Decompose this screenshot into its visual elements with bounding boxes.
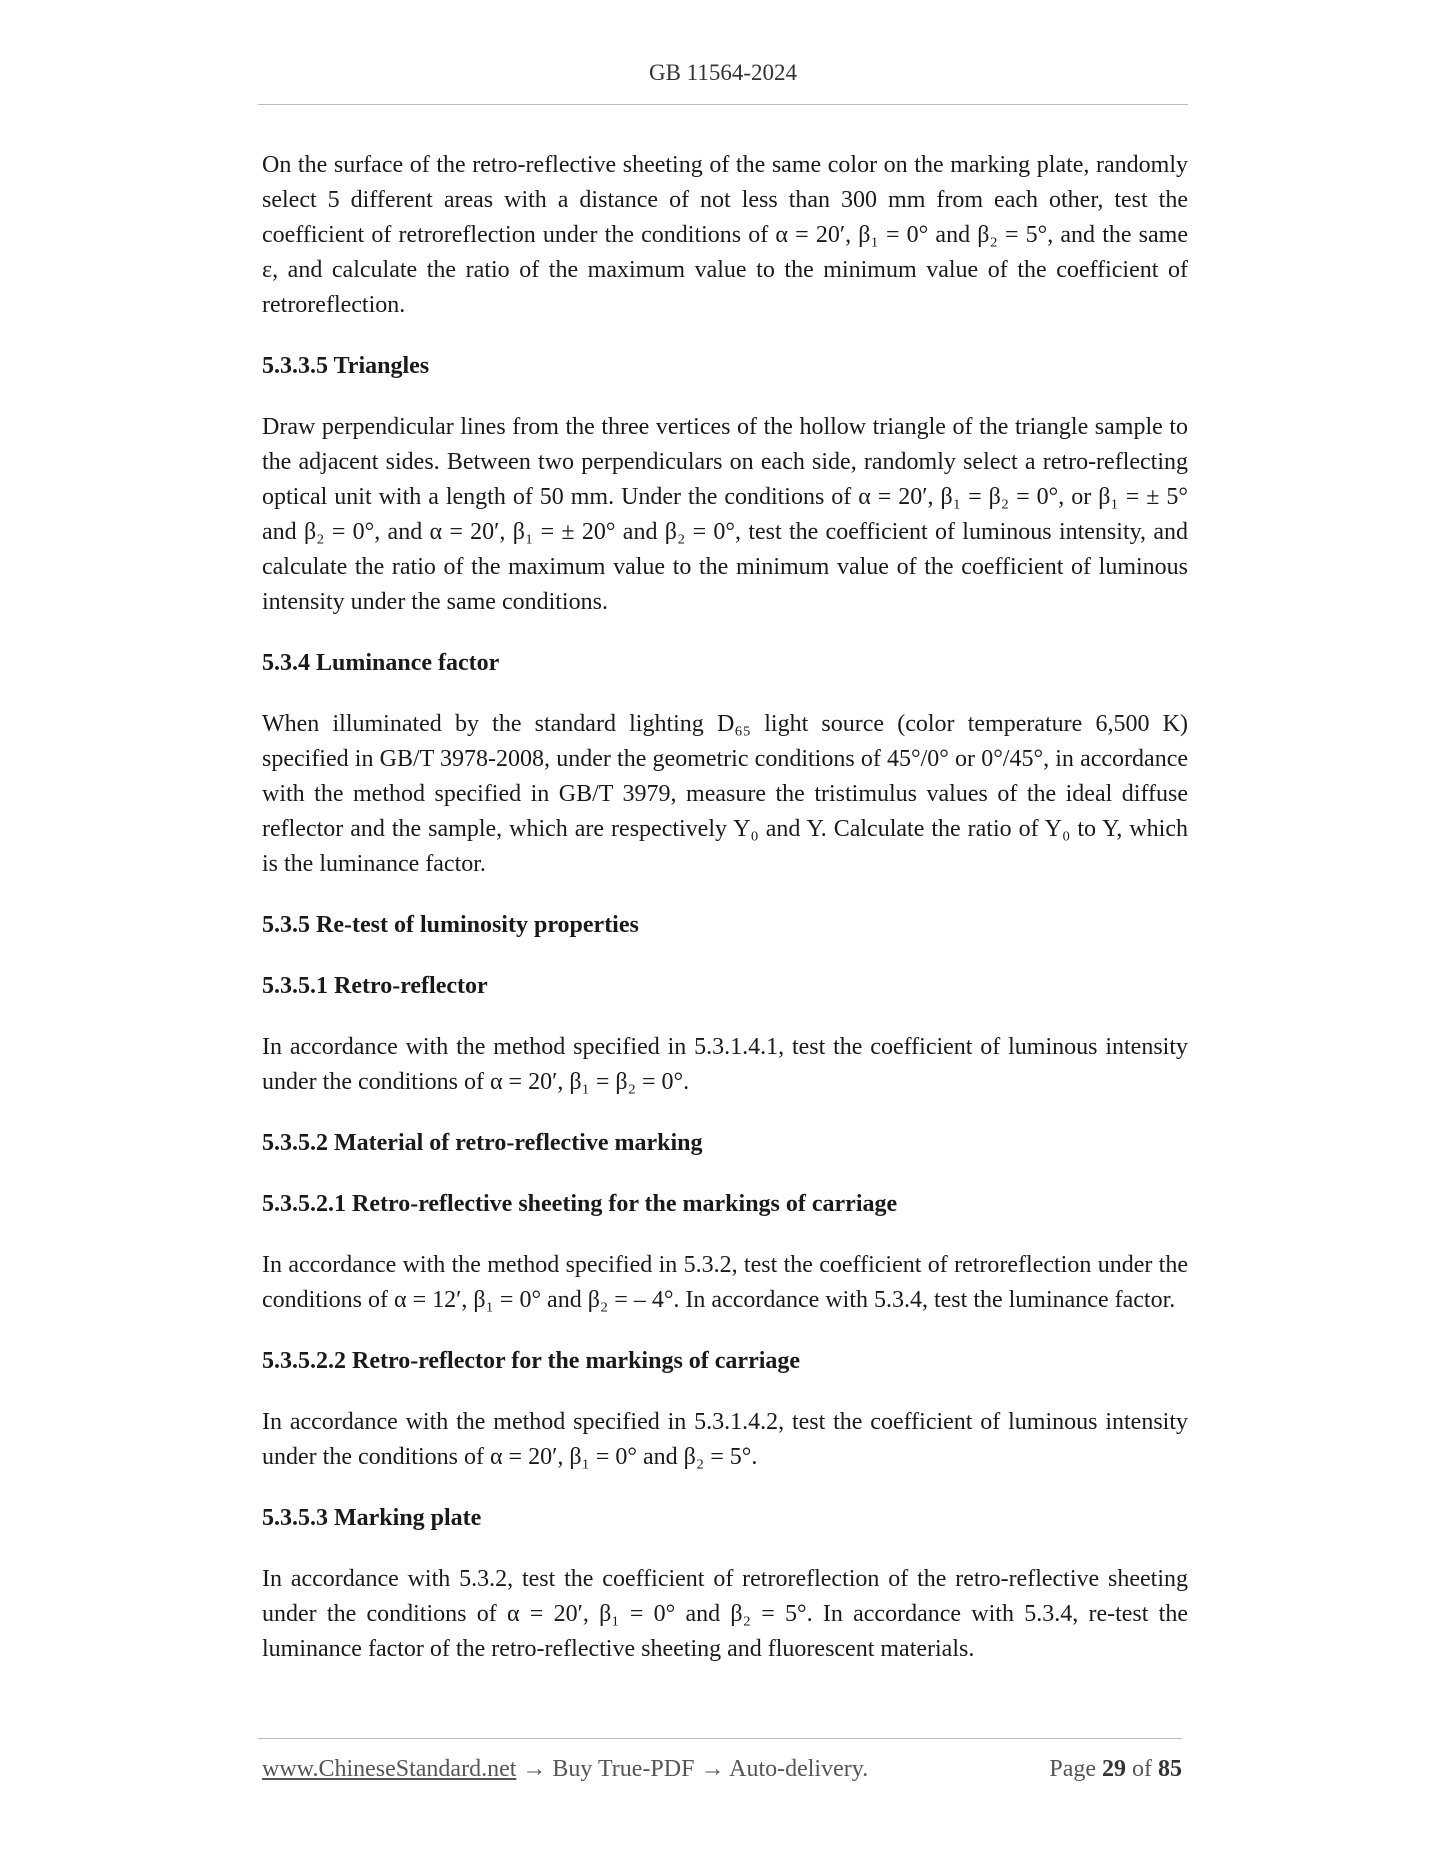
- paragraph-retro-reflector: In accordance with the method specified in 5.3.1.4.1, test the coefficient of luminous intensity under the conditions of α = 20′, β₁ = β₂ = 0°.: [262, 1034, 1188, 1095]
- heading-5-3-5-3: 5.3.5.3 Marking plate: [262, 1505, 482, 1531]
- heading-5-3-4: 5.3.4 Luminance factor: [262, 650, 500, 676]
- heading-5-3-5-1: 5.3.5.1 Retro-reflector: [262, 973, 488, 999]
- heading-5-3-5-2: 5.3.5.2 Material of retro-reflective marking: [262, 1130, 703, 1156]
- heading-5-3-3-5: 5.3.3.5 Triangles: [262, 353, 430, 379]
- page-label: Page: [1049, 1756, 1096, 1782]
- website-link[interactable]: www.ChineseStandard.net: [262, 1756, 517, 1782]
- footer-tagline: → Buy True-PDF → Auto-delivery.: [516, 1756, 869, 1782]
- header-divider: [258, 104, 1188, 105]
- heading-5-3-5-2-2: 5.3.5.2.2 Retro-reflector for the markings of carriage: [262, 1348, 801, 1374]
- document-body: [262, 148, 1188, 1667]
- paragraph-triangles: Draw perpendicular lines from the three vertices of the hollow triangle of the triangle sample to the adjacent sides. Between two perpendiculars on each side, randomly select a retro-reflecting optical unit with a length of 50 mm. Under the conditions of α = 20′, β₁ = β₂ = 0°, or β₁ = ± 5° and β₂ = 0°, and α = 20′, β₁ = ± 20° and β₂ = 0°, test the coefficient of luminous intensity, and calculate the ratio of the maximum value to the minimum value of the coefficient of luminous intensity under the same conditions.: [262, 414, 1188, 615]
- page-footer: [262, 1756, 1182, 1783]
- heading-5-3-5-2-1: 5.3.5.2.1 Retro-reflective sheeting for the markings of carriage: [262, 1191, 898, 1217]
- footer-divider: [258, 1738, 1182, 1739]
- page-number: 29: [1102, 1756, 1126, 1782]
- page-total: 85: [1158, 1756, 1182, 1782]
- paragraph-marking-plate: In accordance with 5.3.2, test the coefficient of retroreflection of the retro-reflective sheeting under the conditions of α = 20′, β₁ = 0° and β₂ = 5°. In accordance with 5.3.4, re-test the luminance factor of the retro-reflective sheeting and fluorescent materials.: [262, 1566, 1188, 1662]
- page-indicator: [1049, 1756, 1182, 1783]
- paragraph-sheeting-carriage: In accordance with the method specified in 5.3.2, test the coefficient of retroreflection under the conditions of α = 12′, β₁ = 0° and β₂ = – 4°. In accordance with 5.3.4, test the luminance factor.: [262, 1252, 1188, 1313]
- heading-5-3-5: 5.3.5 Re-test of luminosity properties: [262, 912, 639, 938]
- document-header: GB 11564-2024: [648, 60, 797, 85]
- paragraph-reflector-carriage: In accordance with the method specified in 5.3.1.4.2, test the coefficient of luminous intensity under the conditions of α = 20′, β₁ = 0° and β₂ = 5°.: [262, 1409, 1188, 1470]
- paragraph-luminance-factor: When illuminated by the standard lighting D₆₅ light source (color temperature 6,500 K) specified in GB/T 3978-2008, under the geometric conditions of 45°/0° or 0°/45°, in accordance with the method specified in GB/T 3979, measure the tristimulus values of the ideal diffuse reflector and the sample, which are respectively Y₀ and Y. Calculate the ratio of Y₀ to Y, which is the luminance factor.: [262, 711, 1188, 877]
- of-label: of: [1132, 1756, 1152, 1782]
- paragraph-retroreflection-areas: On the surface of the retro-reflective sheeting of the same color on the marking plate, randomly select 5 different areas with a distance of not less than 300 mm from each other, test the coefficient of retroreflection under the conditions of α = 20′, β₁ = 0° and β₂ = 5°, and the same ε, and calculate the ratio of the maximum value to the minimum value of the coefficient of retroreflection.: [262, 152, 1188, 318]
